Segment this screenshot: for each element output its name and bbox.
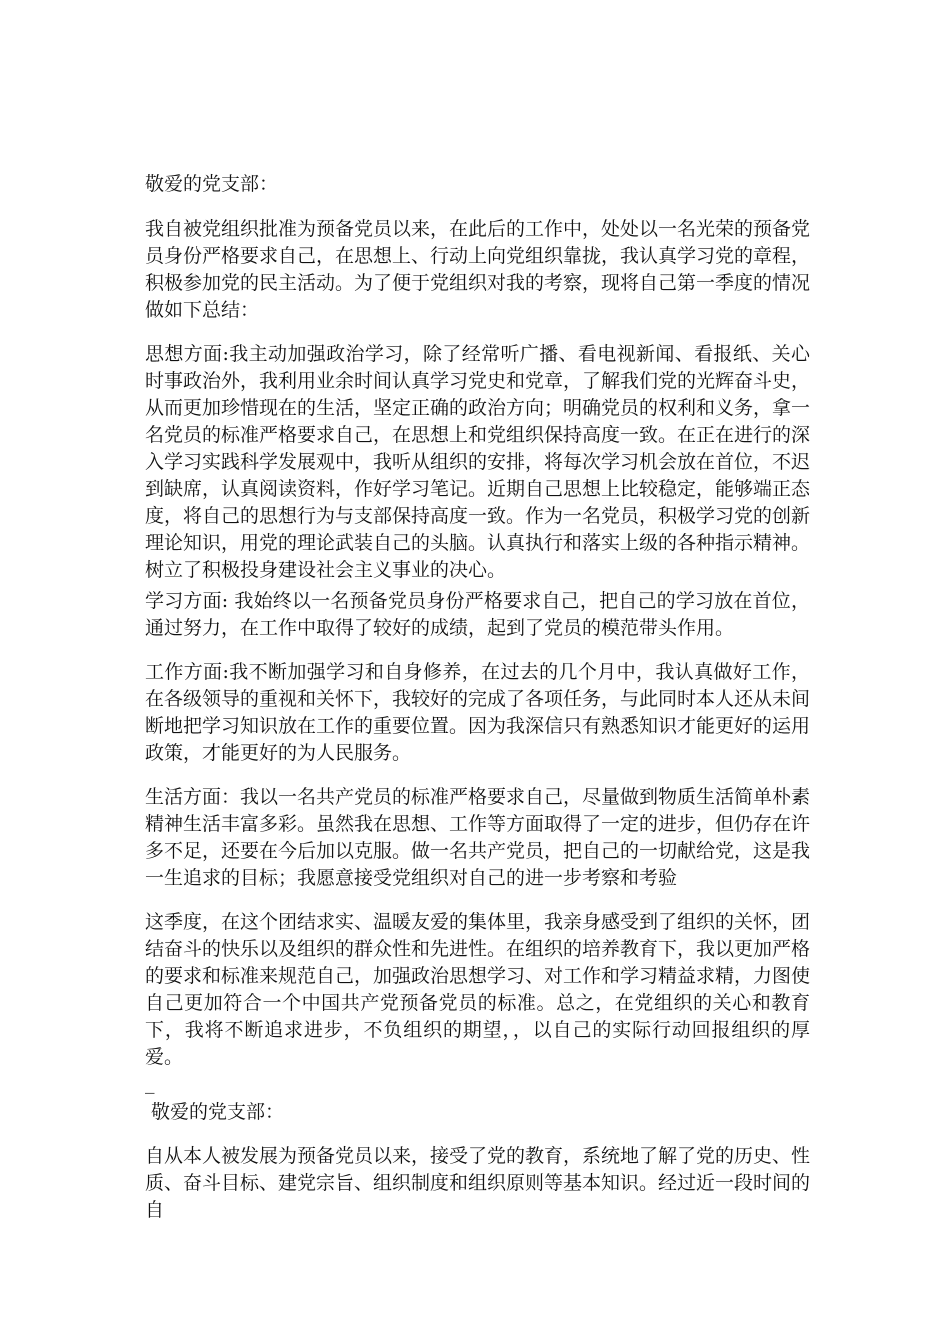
paragraph-study: 学习方面: 我始终以一名预备党员身份严格要求自己，把自己的学习放在首位，通过努力，在工作中取得了较好的成绩，起到了党员的模范带头作用。	[145, 590, 810, 639]
salutation-2: 敬爱的党支部：	[145, 1101, 285, 1123]
salutation-1: 敬爱的党支部：	[145, 173, 279, 195]
paragraph-life: 生活方面：我以一名共产党员的标准严格要求自己，尽量做到物质生活简单朴素精神生活丰富多彩。虽然我在思想、工作等方面取得了一定的进步，但仍存在许多不足，还要在今后加以克服。做一名共产党员，把自己的一切献给党，这是我一生追求的目标；我愿意接受党组织对自己的进一步考察和考验	[145, 786, 811, 889]
paragraph-summary: 这季度，在这个团结求实、温暖友爱的集体里，我亲身感受到了组织的关怀，团结奋斗的快乐以及组织的群众性和先进性。在组织的培养教育下，我以更加严格的要求和标准来规范自己，加强政治思想学习、对工作和学习精益求精，力图使自己更加符合一个中国共产党预备党员的标准。总之，在党组织的关心和教育下，我将不断追求进步，不负组织的期望，，以自己的实际行动回报组织的厚爱。	[145, 911, 811, 1068]
paragraph-thought: 思想方面:我主动加强政治学习，除了经常听广播、看电视新闻、看报纸、关心时事政治外，我利用业余时间认真学习党史和党章，了解我们党的光辉奋斗史，从而更加珍惜现在的生活，坚定正确的政治方向；明确党员的权利和义务，拿一名党员的标准严格要求自己，在思想上和党组织保持高度一致。在正在进行的深入学习实践科学发展观中，我听从组织的安排，将每次学习机会放在首位，不迟到缺席，认真阅读资料，作好学习笔记。近期自己思想上比较稳定，能够端正态度，将自己的思想行为与支部保持高度一致。作为一名党员，积极学习党的创新理论知识，用党的理论武装自己的头脑。认真执行和落实上级的各种指示精神。树立了积极投身建设社会主义事业的决心。	[145, 343, 811, 581]
paragraph-intro: 我自被党组织批准为预备党员以来，在此后的工作中，处处以一名光荣的预备党员身份严格要求自己，在思想上、行动上向党组织靠拢，我认真学习党的章程，积极参加党的民主活动。为了便于党组织对我的考察，现将自己第一季度的情况做如下总结：	[145, 218, 811, 321]
paragraph-letter2-intro: 自从本人被发展为预备党员以来，接受了党的教育，系统地了解了党的历史、性质、奋斗目标、建党宗旨、组织制度和组织原则等基本知识。经过近一段时间的自	[145, 1145, 811, 1221]
paragraph-work: 工作方面:我不断加强学习和自身修养，在过去的几个月中，我认真做好工作，在各级领导的重视和关怀下，我较好的完成了各项任务，与此同时本人还从未间断地把学习知识放在工作的重要位置。因为我深信只有熟悉知识才能更好的运用政策，才能更好的为人民服务。	[145, 661, 811, 764]
section-separator: _	[145, 1072, 155, 1094]
